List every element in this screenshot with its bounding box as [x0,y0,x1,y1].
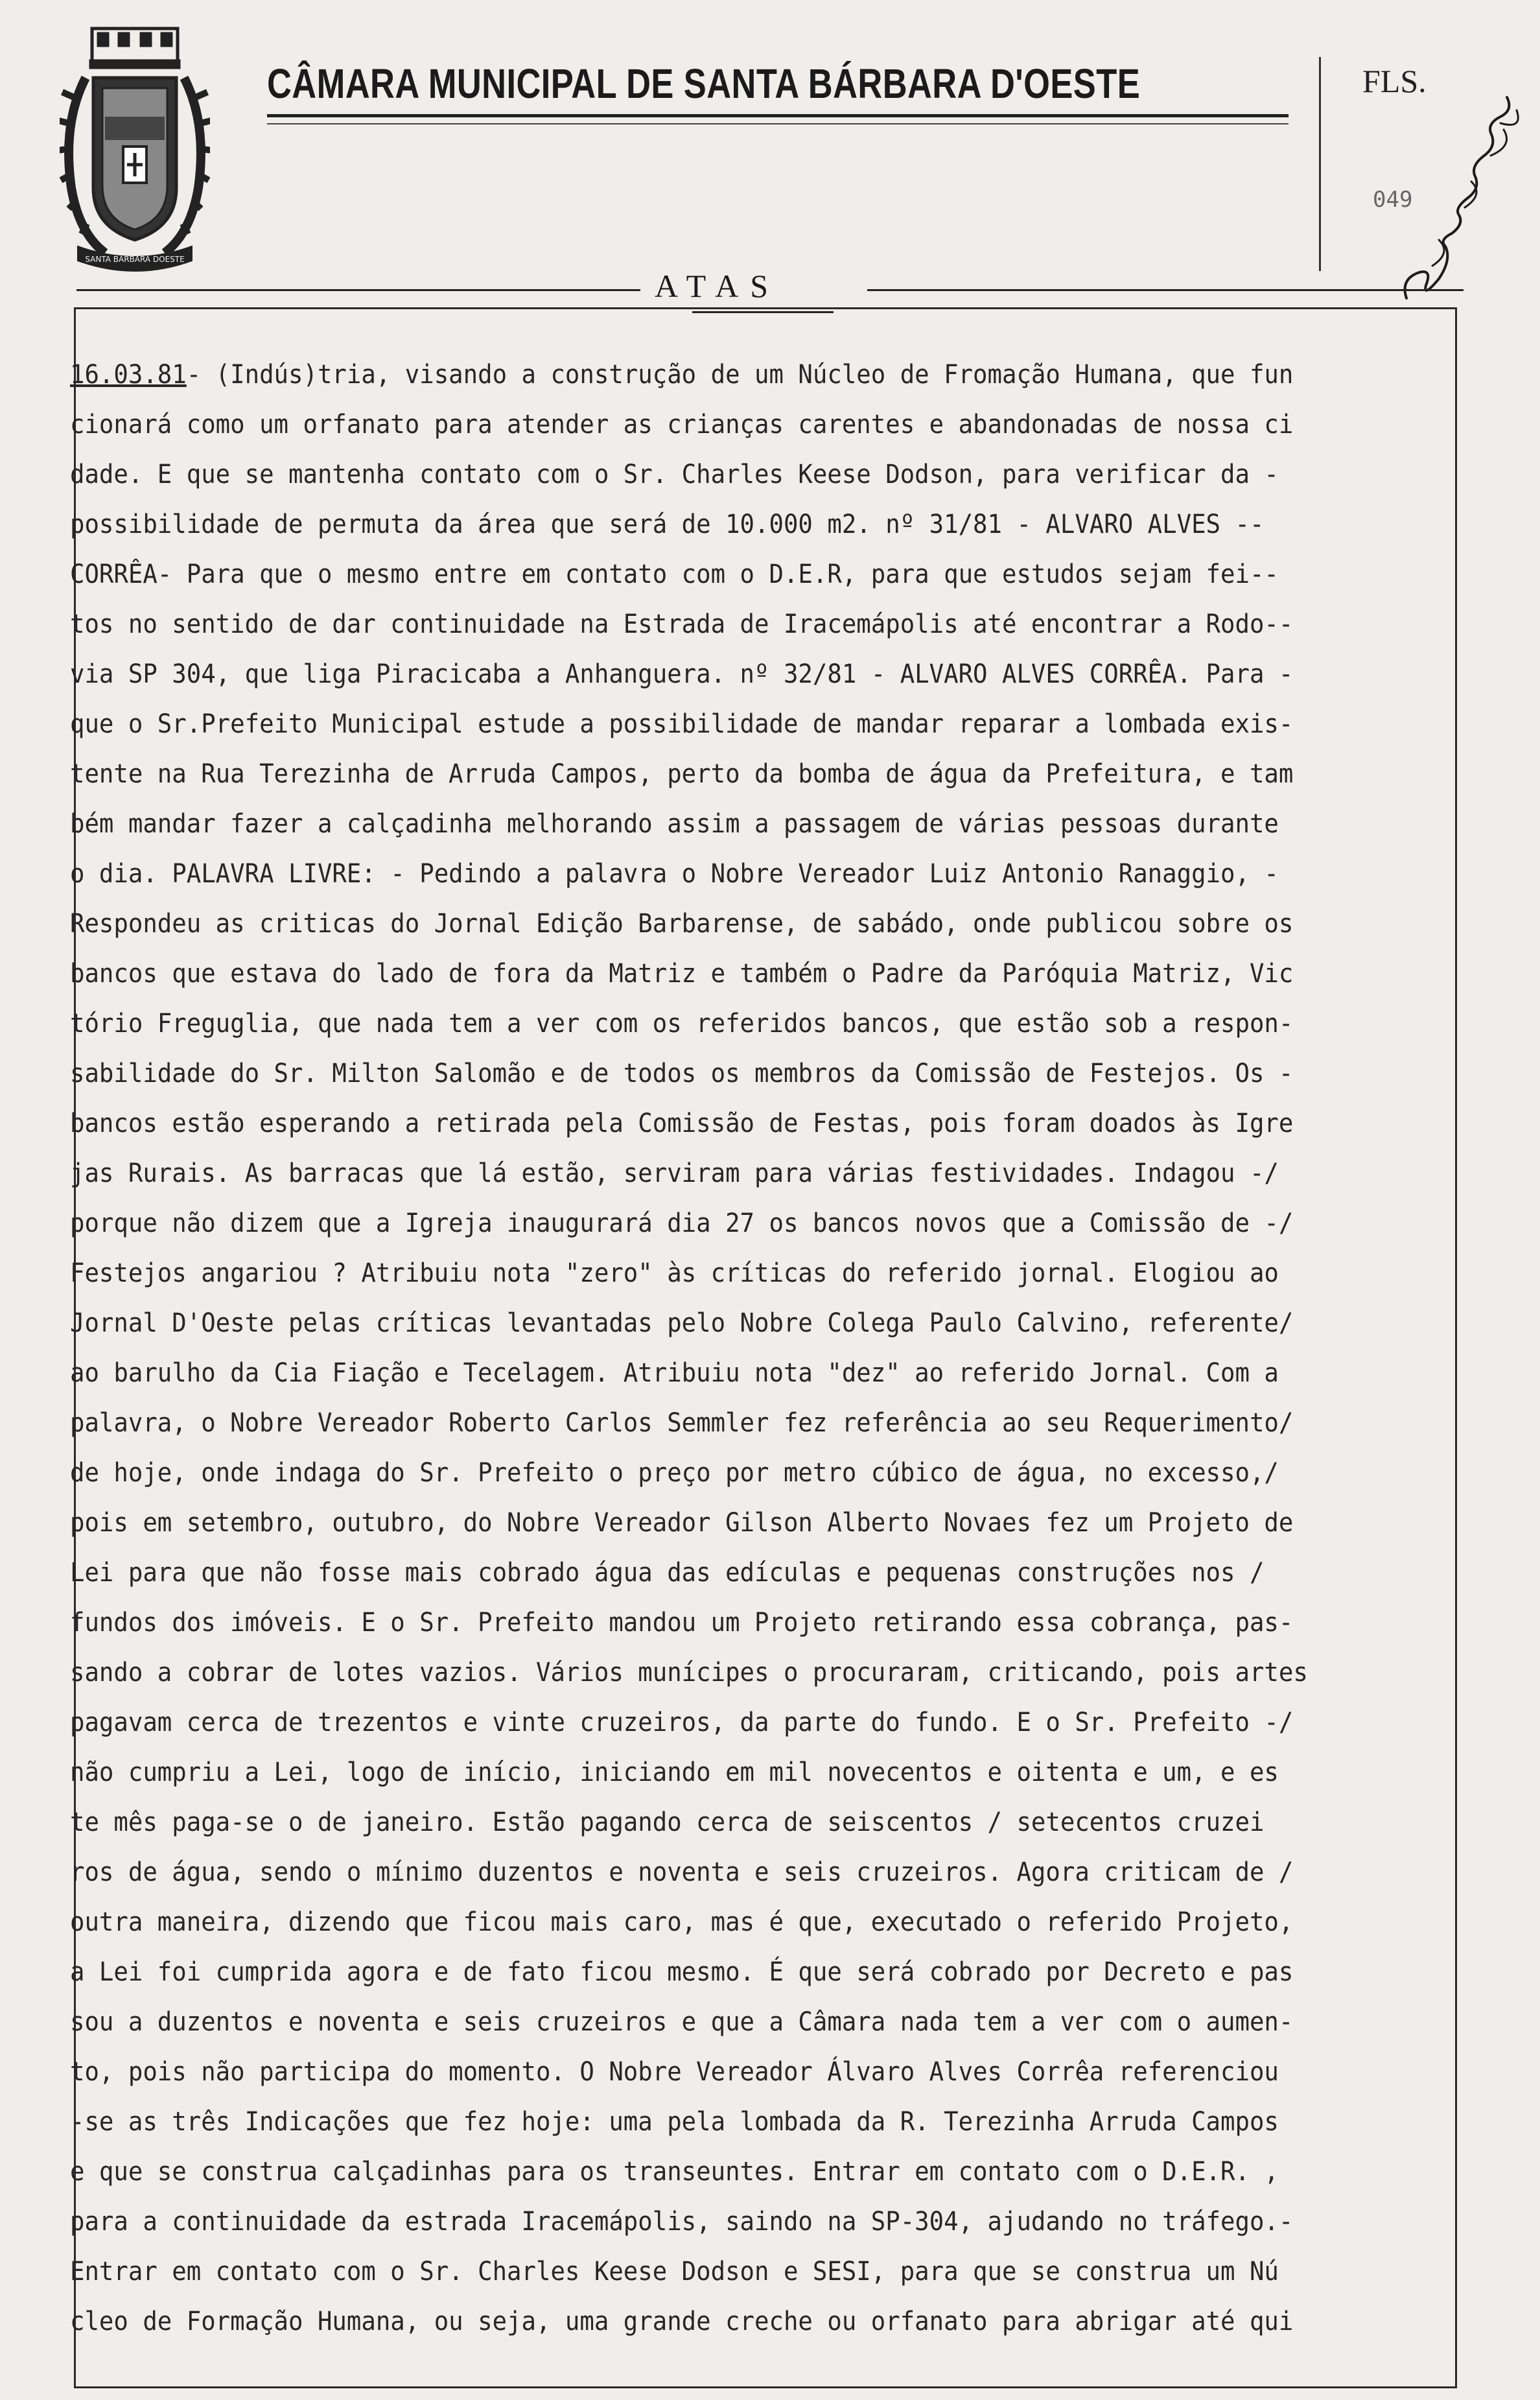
body-line: CORRÊA- Para que o mesmo entre em contato com o D.E.R, para que estudos sejam fei-- [70,559,1279,589]
body-line: de hoje, onde indaga do Sr. Prefeito o preço por metro cúbico de água, no excesso,/ [70,1458,1279,1488]
body-line: ros de água, sendo o mínimo duzentos e noventa e seis cruzeiros. Agora criticam de / [70,1857,1294,1887]
body-line: pois em setembro, outubro, do Nobre Vereador Gilson Alberto Novaes fez um Projeto de [70,1508,1294,1538]
body-line: porque não dizem que a Igreja inaugurará dia 27 os bancos novos que a Comissão de -/ [70,1208,1294,1238]
body-line: Festejos angariou ? Atribuiu nota "zero" às críticas do referido jornal. Elogiou ao [70,1258,1279,1288]
municipal-crest-icon [60,26,210,272]
section-title: ATAS [655,268,780,304]
svg-text:SANTA BARBARA DOESTE: SANTA BARBARA DOESTE [85,255,185,264]
fls-label: FLS. [1362,63,1427,99]
section-rule-left [76,289,640,291]
body-line: Jornal D'Oeste pelas críticas levantadas pelo Nobre Colega Paulo Calvino, referente/ [70,1308,1294,1338]
body-line: o dia. PALAVRA LIVRE: - Pedindo a palavra o Nobre Vereador Luiz Antonio Ranaggio, - [70,859,1279,889]
body-line: palavra, o Nobre Vereador Roberto Carlos Semmler fez referência ao seu Requerimento/ [70,1408,1294,1438]
body-line: te mês paga-se o de janeiro. Estão pagando cerca de seiscentos / setecentos cruzei [70,1807,1265,1837]
body-line: -se as três Indicações que fez hoje: uma pela lombada da R. Terezinha Arruda Campos [70,2107,1279,2137]
body-line: via SP 304, que liga Piracicaba a Anhanguera. nº 32/81 - ALVARO ALVES CORRÊA. Para - [70,659,1294,689]
page-number: 049 [1373,187,1413,213]
body-line: bém mandar fazer a calçadinha melhorando assim a passagem de várias pessoas durante [70,809,1279,839]
header-rule-thin [267,123,1289,124]
body-line: Lei para que não fosse mais cobrado água das edículas e pequenas construções nos / [70,1558,1265,1588]
body-line-1 [70,350,1369,400]
handwritten-signature-icon [1394,84,1530,318]
body-line: tos no sentido de dar continuidade na Estrada de Iracemápolis até encontrar a Rodo-- [70,609,1294,639]
body-line: bancos que estava do lado de fora da Matriz e também o Padre da Paróquia Matriz, Vic [70,959,1294,989]
body-line: bancos estão esperando a retirada pela Comissão de Festas, pois foram doados às Igre [70,1109,1294,1138]
header-divider [1319,57,1321,271]
body-line: cionará como um orfanato para atender as crianças carentes e abandonadas de nossa ci [70,410,1294,440]
date-prefix: 16.03.81 [70,360,187,390]
body-line: tório Freguglia, que nada tem a ver com os referidos bancos, que estão sob a respon- [70,1009,1294,1039]
body-line: a Lei foi cumprida agora e de fato ficou mesmo. É que será cobrado por Decreto e pas [70,1957,1294,1987]
body-line: outra maneira, dizendo que ficou mais caro, mas é que, executado o referido Projeto, [70,1907,1294,1937]
body-line: sou a duzentos e noventa e seis cruzeiros e que a Câmara nada tem a ver com o aumen- [70,2007,1294,2037]
body-line: não cumpriu a Lei, logo de início, iniciando em mil novecentos e oitenta e um, e es [70,1758,1279,1787]
body-line: sando a cobrar de lotes vazios. Vários munícipes o procuraram, criticando, pois artes [70,1658,1308,1688]
body-line: jas Rurais. As barracas que lá estão, serviram para várias festividades. Indagou -/ [70,1159,1279,1188]
body-line-text: - (Indús)tria, visando a construção de um Núcleo de Fromação Humana, que fun [186,360,1294,390]
section-rule-right [867,289,1464,291]
body-line: ao barulho da Cia Fiação e Tecelagem. Atribuiu nota "dez" ao referido Jornal. Com a [70,1358,1279,1388]
body-line: para a continuidade da estrada Iracemápolis, saindo na SP-304, ajudando no tráfego.- [70,2207,1294,2237]
body-line: pagavam cerca de trezentos e vinte cruzeiros, da parte do fundo. E o Sr. Prefeito -/ [70,1708,1294,1737]
body-line: dade. E que se mantenha contato com o Sr. Charles Keese Dodson, para verificar da - [70,460,1279,489]
body-line: fundos dos imóveis. E o Sr. Prefeito mandou um Projeto retirando essa cobrança, pas- [70,1608,1294,1638]
body-line: sabilidade do Sr. Milton Salomão e de todos os membros da Comissão de Festejos. Os - [70,1059,1294,1088]
body-line: Entrar em contato com o Sr. Charles Keese Dodson e SESI, para que se construa um Nú [70,2257,1279,2287]
header-rule [267,114,1289,117]
body-line: e que se construa calçadinhas para os transeuntes. Entrar em contato com o D.E.R. , [70,2157,1279,2187]
minutes-body [70,350,1462,2347]
body-line: que o Sr.Prefeito Municipal estude a possibilidade de mandar reparar a lombada exis- [70,709,1294,739]
body-line: Respondeu as criticas do Jornal Edição Barbarense, de sabádo, onde publicou sobre os [70,909,1294,939]
body-line: cleo de Formação Humana, ou seja, uma grande creche ou orfanato para abrigar até qui [70,2307,1294,2336]
header-title: CÂMARA MUNICIPAL DE SANTA BÁRBARA D'OESTE [267,60,1141,107]
body-line: to, pois não participa do momento. O Nobre Vereador Álvaro Alves Corrêa referenciou [70,2057,1279,2087]
body-line: tente na Rua Terezinha de Arruda Campos, perto da bomba de água da Prefeitura, e tam [70,759,1294,789]
body-line: possibilidade de permuta da área que será de 10.000 m2. nº 31/81 - ALVARO ALVES -- [70,510,1265,539]
